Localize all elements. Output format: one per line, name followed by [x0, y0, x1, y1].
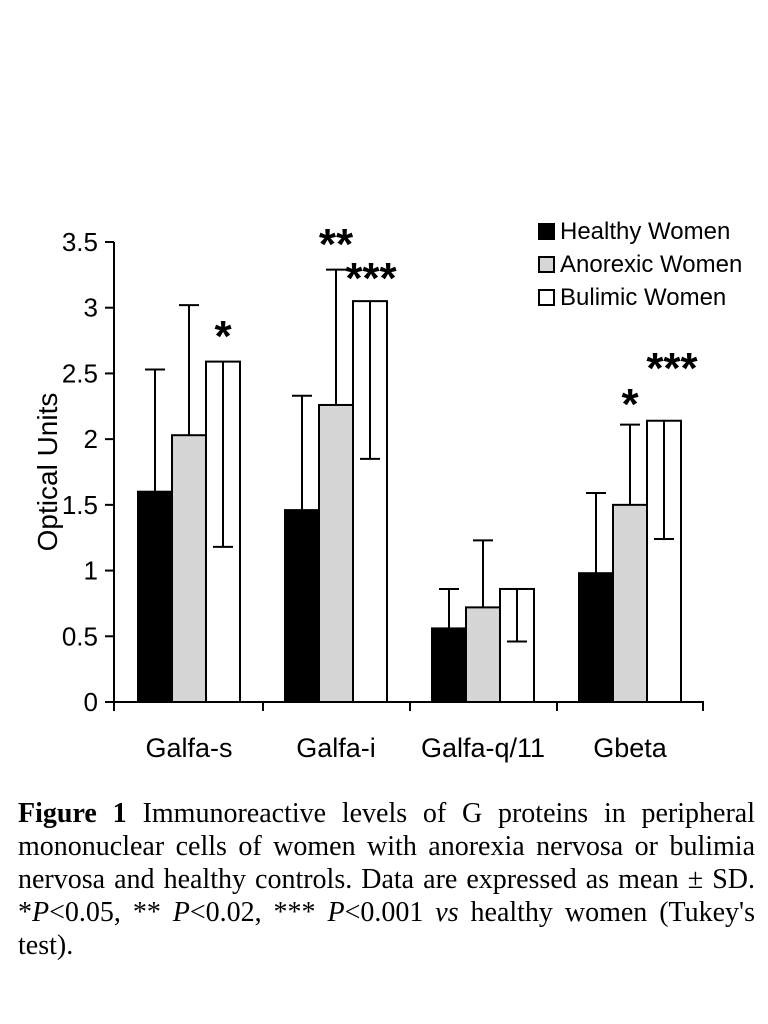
- y-tick-label: 0.5: [61, 621, 98, 652]
- legend-swatch: [539, 290, 554, 305]
- legend-label: Anorexic Women: [560, 251, 743, 278]
- caption-body: [18, 798, 755, 961]
- significance-marker: ***: [646, 344, 698, 393]
- y-tick-label: 1: [83, 555, 98, 586]
- y-tick-label: 3: [83, 292, 98, 323]
- caption-text-part: <0.001: [344, 897, 436, 928]
- caption-text-part: healthy women (Tukey's test).: [18, 897, 755, 961]
- significance-marker: *: [621, 380, 639, 429]
- significance-marker: ***: [345, 254, 397, 303]
- caption-text-part: P: [327, 897, 345, 928]
- figure-caption: [18, 797, 755, 962]
- category-label: Galfa-s: [145, 733, 233, 763]
- category-label: Galfa-q/11: [420, 733, 546, 763]
- caption-text-part: <0.05, **: [49, 897, 173, 928]
- bar: [138, 492, 172, 702]
- y-tick-label: 1.5: [61, 489, 98, 520]
- bar: [613, 505, 647, 702]
- bar: [579, 573, 613, 702]
- category-label: Galfa-i: [296, 733, 376, 763]
- legend-label: Healthy Women: [560, 218, 731, 245]
- caption-text-part: vs: [435, 897, 459, 928]
- y-tick-label: 2: [83, 424, 98, 455]
- significance-marker: *: [214, 312, 232, 361]
- caption-text-part: Immunoreactive levels of G proteins in peripheral mononuclear cells of women with anorexia nervosa or bulimia nervosa and healthy controls. Data are expressed as mean ± SD. *: [18, 798, 755, 928]
- y-tick-label: 3.5: [61, 226, 98, 257]
- bar: [285, 510, 319, 702]
- caption-text-part: <0.02, ***: [189, 897, 328, 928]
- y-tick-label: 2.5: [61, 358, 98, 389]
- bar: [432, 628, 466, 702]
- category-label: Gbeta: [593, 733, 667, 763]
- bar: [319, 405, 353, 702]
- bar: [172, 435, 206, 702]
- caption-text-part: P: [32, 897, 50, 928]
- y-axis-title: Optical Units: [32, 392, 63, 552]
- legend-swatch: [539, 224, 554, 239]
- legend-label: Bulimic Women: [560, 284, 727, 311]
- legend-swatch: [539, 257, 554, 272]
- caption-text-part: P: [172, 897, 190, 928]
- y-tick-label: 0: [83, 687, 98, 717]
- bar: [466, 607, 500, 702]
- significance-marker: **: [318, 220, 354, 269]
- caption-figure-label: Figure 1: [18, 798, 127, 829]
